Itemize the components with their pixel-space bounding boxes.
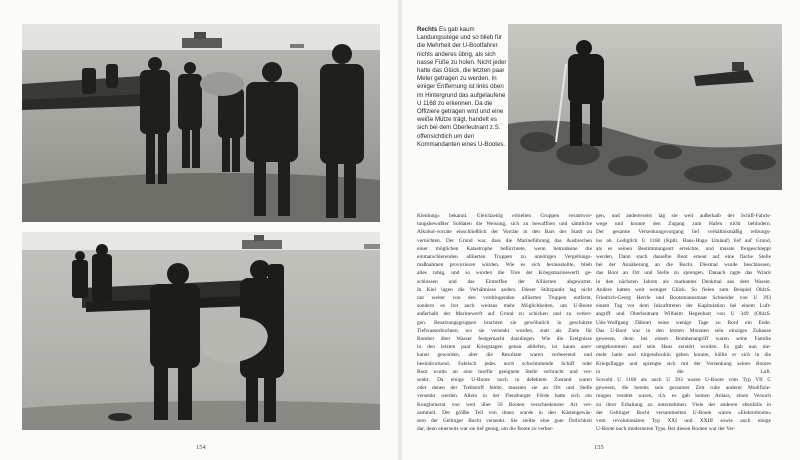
text-line: Das U-Boot war in den letzten Monaten sein einziges Zuhause [596,327,771,334]
text-line: U-Boote noch moderneren Typs. Bei diesen Booten war der Ver- [596,426,736,433]
text-line: angriff und Oberleutnant Wilhelm Hegenbart von U 349 (OblzS. [596,311,771,318]
text-line: Alkohol-vorräte einschließlich der Vorräte in den Bars der Stadt zu [417,229,592,236]
text-line: einer möglichen Katastrophe befürchtete, wenn betrunkene die [417,245,592,252]
text-line: nur weiter von den vordringenden alliierten Truppen entfernt, [417,295,592,302]
text-line: schlossen und das Eintreffen der Alliierten abgewartet. [417,278,592,285]
text-line: der Geltinger Bucht versammelten U-Boote waren »Elektroboote« [596,409,771,416]
text-line: sammelt. Der größte Teil von ihnen wurde in den Küstengewäs- [417,409,592,416]
text-line: sondern es bot auch weitaus mehr Möglichkeiten, um U-Boote [417,303,592,310]
text-line: in die Luft. [596,368,771,375]
text-line: Andere hatten weit weniger Glück. So fielen zum Beispiel OblzS. [596,286,771,293]
text-line: einmarschierenden alliierten Truppen zu unnötigen Vergeltungs- [417,254,592,261]
page-number-left: 154 [196,444,206,451]
text-line: das Boot an Ort und Stelle zu sprengen. Danach ragte das Wrack [596,270,771,277]
text-line: sern der Geltinger Bucht versenkt. Sie stellte eine gute Örtlichkeit [417,418,592,425]
caption-label: Rechts [417,26,438,33]
text-line: gen. Besatzungsgruppen brachten sie gewöhnlich in geschützte [417,319,592,326]
text-line: maßnahmen provozieren würden. Wie es sich herausstellte, blieb [417,262,592,269]
text-line: in den letzten paar Kriegstagen genau abliefen, ist kaum aner- [417,344,592,351]
text-line: vernichten. Der Grund war, dass die Marineführung das Ausbrechen [417,237,592,244]
text-line: los ab. Lediglich U 1168 (Kptlt. Hans-Hugo Umlauf) lief auf Grund, [596,237,771,244]
text-line: Sowohl U 1168 als auch U 393 waren U-Boote vom Typ VII C [596,377,771,384]
left-page [0,0,398,460]
text-line: als es seinen Bestimmungsort erreichte, und musste freigeschleppt [596,245,771,252]
text-line: kannt geworden, aber die Resultate waren verheerend und [417,352,592,359]
text-line: bei der Annäherung an die Bucht. Diesmal wurde beschlossen, [596,262,771,269]
photo-rocky-shore [508,24,782,190]
text-line: Kriegsflagge und sprengte sich mit der Versenkung seines Bootes [596,360,771,367]
text-line: einem Tag vor dem Inkrafttreten der Kapitulation bei einem Luft- [596,303,771,310]
text-line: senkt. Da einige U-Boote noch in defektem Zustand waren [417,377,592,384]
text-line: außerhalb der Marinewerft auf Grund zu schicken und zu verber- [417,311,592,318]
text-line: tungsbewußter Soldaten die Weisung, sich zu bewaffnen und sämtliche [417,221,592,228]
text-line: beeindruckend. Faktisch jedes noch schwimmende Schiff oder [417,360,592,367]
text-line: werden. Dann stach dasselbe Boot erneut auf eine flache Stelle [596,254,771,261]
text-line: gen, und andererseits lag sie weit außerhalb der Schiff-Fahrts- [596,213,771,219]
photo-beach-landing [22,24,380,222]
photo-caption [417,26,508,149]
text-line: gewesen, die bereits sein geraumer Zeit ruhe anderer Modifizie- [596,385,771,392]
text-line: Friedrich-Georg Herrle und Bootsmannsmaat Schneider von U 393 [596,295,771,302]
text-line: umgekommen und sein Haus zerstört worden. Es gab nun nie- [596,344,771,351]
text-line: oder denen der Treibstoff fehlte, mussten sie an Ort und Stelle [417,385,592,392]
text-line: in den nächsten Jahren als markantes Denkmal aus dem Wasser. [596,278,771,285]
text-line: Konglomerat von weit über 50 Booten verschiedenster Art ver- [417,401,592,408]
page-number-right: 155 [594,444,604,451]
text-line: dar, denn einerseits war sie tief genug, um die Boote zu verber- [417,426,554,433]
text-line: versenkt werden. Allein in der Flensburger Förde hatte sich ein [417,393,592,400]
text-line: Kleidung« bekannt. Gleichzeitig erhielten Gruppen verantwor- [417,213,592,219]
text-line: In Kiel lagen die Verhältnisse anders. Dieser Stützpunkt lag nicht [417,286,592,293]
body-column-left [417,212,592,433]
photo-beach-sacks [22,232,380,430]
body-column-right [596,212,771,433]
text-line: Bomber über Wasser festgemacht dazuliegen. Wie die Ereignisse [417,336,592,343]
text-line: rungen veraltet waren, d.h. es gab keinen Anlass, einen Versuch [596,393,771,400]
text-line: Der gesamte Versenkungsvorgang lief verhältnismäßig reibungs- [596,229,771,236]
text-line: zu ihrer Erhaltung zu unternehmen. Viele der anderen ebenfalls in [596,401,771,408]
text-line: wege und konnte den Zugang zum Hafen nicht behindern. [596,221,771,228]
text-line: Udo-Wolfgang Dähne) seine wenige Tage zu Bord ein Ende. [596,319,771,326]
text-line: vom revolutionären Typ XXI und XXIII sowie auch einige [596,418,771,425]
text-line: gewesen, denn bei einem Bombenangriff waren seine Familie [596,336,771,343]
caption-text: Es gab kaum Landungsstege und so blieb für die Mehrheit der U-Bootfahrer nichts anderes übrig, als sich nasse Füße zu holen. Nicht jeder hatte das Glück, die letzten paar Meter getragen zu werden. In einiger Entfernung ist links oben im Hintergrund das aufgelaufene U 1168 zu erkennen. Da die Offiziere getragen wird und eine weiße Mütze trägt, handelt es sich bei dem Oberleutnant z.S. offensichtlich um den Kommandanten eines U-Bootes. [417,26,507,148]
text-line: Tiefwasserbuchten, wo sie versenkt wurden, statt als Ziele für [417,327,592,334]
text-line: mehr hatte und nirgendwohin gehen konnte, hüllte er sich in die [596,352,771,359]
text-line: alles ruhig, und so wurden die Tore der Kriegsmarinewerft ge- [417,270,592,277]
text-line: Boot wurde an eine hierfür geeignete Stelle verbracht und ver- [417,368,592,375]
